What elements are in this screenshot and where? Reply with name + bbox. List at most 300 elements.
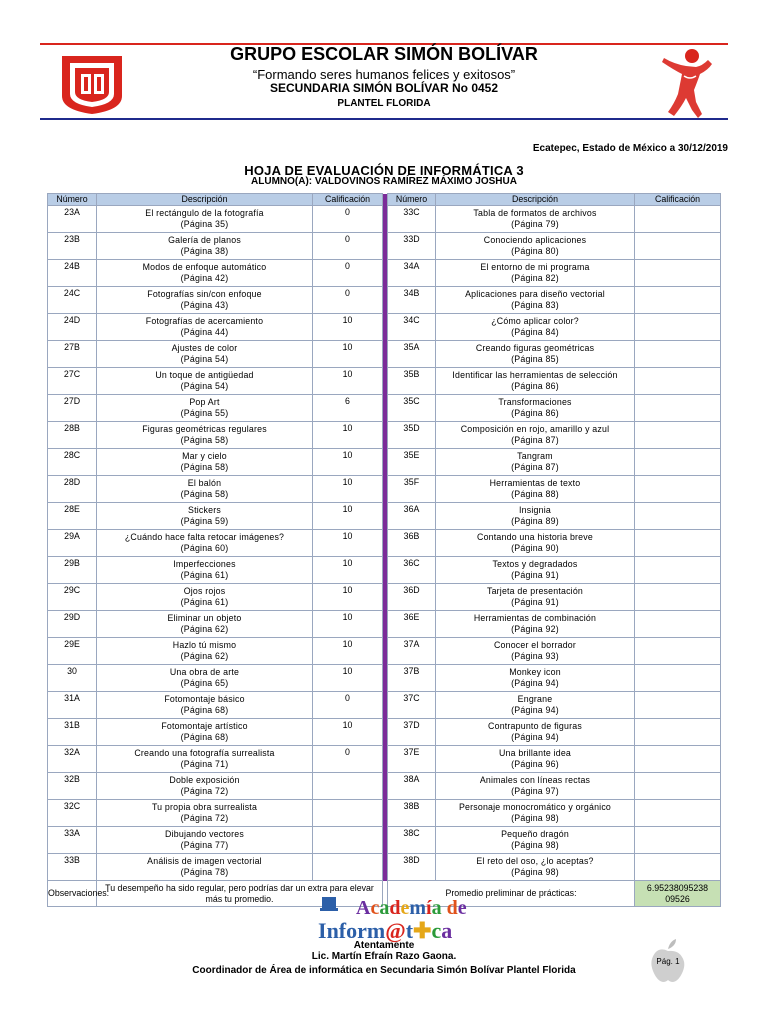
- cell-number-left: 24D: [48, 314, 97, 341]
- average-label: Promedio preliminar de prácticas:: [388, 881, 635, 907]
- cell-number-left: 28C: [48, 449, 97, 476]
- activity-page: (Página 98): [511, 867, 559, 877]
- activity-page: (Página 62): [180, 651, 229, 661]
- observations-text: Tu desempeño ha sido regular, pero podrías dar un extra para elevar más tu promedio.: [97, 881, 383, 907]
- cell-description-right: [436, 341, 635, 368]
- cell-grade-right: [635, 341, 721, 368]
- cell-number-left: 28D: [48, 476, 97, 503]
- activity-page: (Página 61): [180, 597, 229, 607]
- cell-number-right: 38A: [388, 773, 436, 800]
- activity-page: (Página 98): [511, 840, 559, 850]
- table-row: [48, 422, 721, 449]
- cell-number-right: 36C: [388, 557, 436, 584]
- activity-page: (Página 62): [180, 624, 229, 634]
- cell-grade-left: 0: [313, 206, 383, 233]
- cell-number-right: 37A: [388, 638, 436, 665]
- activity-title: Figuras geométricas regulares: [142, 424, 267, 434]
- table-row: [48, 233, 721, 260]
- activity-title: El balón: [187, 478, 222, 488]
- cell-grade-right: [635, 827, 721, 854]
- cell-number-left: 28B: [48, 422, 97, 449]
- cell-number-left: 29C: [48, 584, 97, 611]
- school-shield-logo: [57, 52, 127, 116]
- cell-description-left: [97, 800, 313, 827]
- cell-description-left: [97, 530, 313, 557]
- svg-text:Academía de: Academía de: [356, 897, 467, 919]
- cell-grade-left: 0: [313, 233, 383, 260]
- cell-description-right: [436, 638, 635, 665]
- activity-page: (Página 68): [180, 705, 229, 715]
- observations-label: Observaciones:: [48, 881, 97, 907]
- cell-grade-right: [635, 368, 721, 395]
- activity-page: (Página 54): [180, 354, 229, 364]
- cell-number-right: 35E: [388, 449, 436, 476]
- activity-page: (Página 55): [180, 408, 229, 418]
- cell-number-right: 35F: [388, 476, 436, 503]
- cell-number-left: 23B: [48, 233, 97, 260]
- activity-page: (Página 35): [180, 219, 229, 229]
- activity-page: (Página 72): [180, 786, 229, 796]
- cell-grade-right: [635, 665, 721, 692]
- activity-title: Mar y cielo: [182, 451, 227, 461]
- cell-description-left: [97, 719, 313, 746]
- activity-title: Hazlo tú mismo: [172, 640, 237, 650]
- cell-grade-right: [635, 800, 721, 827]
- activity-title: Análisis de imagen vectorial: [147, 856, 262, 866]
- table-row: [48, 395, 721, 422]
- cell-description-right: [436, 584, 635, 611]
- cell-description-left: [97, 314, 313, 341]
- table-row: [48, 827, 721, 854]
- cell-number-right: 38D: [388, 854, 436, 881]
- cell-number-left: 24B: [48, 260, 97, 287]
- activity-title: El reto del oso, ¿lo aceptas?: [476, 856, 594, 866]
- cell-description-right: [436, 314, 635, 341]
- cell-description-left: [97, 422, 313, 449]
- cell-description-right: [436, 476, 635, 503]
- cell-grade-right: [635, 476, 721, 503]
- academia-de-informatica-logo: [316, 893, 496, 941]
- activity-title: Un toque de antigüedad: [155, 370, 254, 380]
- cell-grade-left: 10: [313, 314, 383, 341]
- cell-number-left: 28E: [48, 503, 97, 530]
- cell-grade-left: [313, 854, 383, 881]
- cell-description-right: [436, 800, 635, 827]
- activity-page: (Página 60): [180, 543, 229, 553]
- cell-description-left: [97, 233, 313, 260]
- cell-grade-left: [313, 827, 383, 854]
- activity-title: Doble exposición: [169, 775, 240, 785]
- cell-grade-right: [635, 395, 721, 422]
- cell-grade-right: [635, 260, 721, 287]
- cell-description-left: [97, 692, 313, 719]
- activity-title: Insignia: [519, 505, 551, 515]
- header-bottom-rule: [40, 118, 728, 120]
- cell-description-right: [436, 395, 635, 422]
- activity-title: Creando una fotografía surrealista: [134, 748, 275, 758]
- cell-grade-right: [635, 854, 721, 881]
- cell-description-right: [436, 719, 635, 746]
- school-group-title: GRUPO ESCOLAR SIMÓN BOLÍVAR: [230, 44, 538, 64]
- cell-description-left: [97, 260, 313, 287]
- activity-page: (Página 98): [511, 813, 559, 823]
- cell-description-right: [436, 260, 635, 287]
- activity-page: (Página 54): [180, 381, 229, 391]
- cell-grade-right: [635, 557, 721, 584]
- cell-number-left: 29D: [48, 611, 97, 638]
- activity-page: (Página 65): [180, 678, 229, 688]
- cell-description-right: [436, 827, 635, 854]
- cell-number-right: 38C: [388, 827, 436, 854]
- cell-description-left: [97, 665, 313, 692]
- cell-number-left: 32A: [48, 746, 97, 773]
- cell-grade-right: [635, 746, 721, 773]
- cell-number-left: 33B: [48, 854, 97, 881]
- activity-page: (Página 44): [180, 327, 229, 337]
- cell-number-right: 34B: [388, 287, 436, 314]
- cell-grade-left: 10: [313, 584, 383, 611]
- activity-title: ¿Cuándo hace falta retocar imágenes?: [124, 532, 285, 542]
- table-row: [48, 611, 721, 638]
- activity-page: (Página 38): [180, 246, 229, 256]
- cell-description-left: [97, 503, 313, 530]
- table-row: [48, 692, 721, 719]
- header-number-left: Número: [48, 194, 97, 206]
- school-motto: “Formando seres humanos felices y exitosos”: [252, 67, 516, 82]
- activity-page: (Página 83): [511, 300, 559, 310]
- activity-title: Galería de planos: [168, 235, 241, 245]
- cell-number-right: 36D: [388, 584, 436, 611]
- activity-title: ¿Cómo aplicar color?: [491, 316, 579, 326]
- activity-title: El rectángulo de la fotografía: [145, 208, 264, 218]
- activity-title: Monkey icon: [509, 667, 561, 677]
- cell-description-left: [97, 746, 313, 773]
- activity-title: Ojos rojos: [183, 586, 226, 596]
- activity-title: Transformaciones: [498, 397, 572, 407]
- cell-description-right: [436, 557, 635, 584]
- cell-grade-right: [635, 422, 721, 449]
- cell-grade-left: 0: [313, 287, 383, 314]
- activity-title: Contrapunto de figuras: [488, 721, 582, 731]
- cell-grade-left: 10: [313, 665, 383, 692]
- cell-number-right: 38B: [388, 800, 436, 827]
- cell-description-left: [97, 773, 313, 800]
- school-name: SECUNDARIA SIMÓN BOLÍVAR No 0452: [269, 81, 499, 95]
- activity-page: (Página 58): [180, 435, 229, 445]
- cell-number-left: 29A: [48, 530, 97, 557]
- cell-description-right: [436, 611, 635, 638]
- activity-page: (Página 61): [180, 570, 229, 580]
- header-grade-left: Calificación: [313, 194, 383, 206]
- activity-title: Una brillante idea: [498, 748, 572, 758]
- cell-grade-left: 10: [313, 449, 383, 476]
- cell-number-left: 30: [48, 665, 97, 692]
- cell-number-left: 31A: [48, 692, 97, 719]
- activity-title: Pequeño dragón: [501, 829, 569, 839]
- cell-grade-right: [635, 503, 721, 530]
- activity-page: (Página 78): [180, 867, 229, 877]
- cell-description-right: [436, 206, 635, 233]
- activity-title: Ajustes de color: [171, 343, 238, 353]
- cell-grade-right: [635, 719, 721, 746]
- table-row: [48, 773, 721, 800]
- coordinator-title: Coordinador de Área de informática en Secundaria Simón Bolívar Plantel Florida: [192, 965, 576, 976]
- place-and-date: Ecatepec, Estado de México a 30/12/2019: [532, 143, 728, 154]
- cell-grade-right: [635, 638, 721, 665]
- cell-grade-right: [635, 692, 721, 719]
- activity-title: Fotomontaje artístico: [161, 721, 248, 731]
- activity-page: (Página 93): [511, 651, 559, 661]
- cell-grade-left: 10: [313, 719, 383, 746]
- cell-description-left: [97, 827, 313, 854]
- activity-page: (Página 94): [511, 705, 559, 715]
- cell-grade-left: 0: [313, 260, 383, 287]
- cell-grade-left: 6: [313, 395, 383, 422]
- activity-page: (Página 92): [511, 624, 559, 634]
- activity-page: (Página 88): [511, 489, 559, 499]
- cell-number-left: 32B: [48, 773, 97, 800]
- cell-number-left: 23A: [48, 206, 97, 233]
- activity-page: (Página 58): [180, 462, 229, 472]
- activity-title: Fotografías sin/con enfoque: [147, 289, 262, 299]
- human-figure-logo: [656, 46, 718, 120]
- activity-title: Identificar las herramientas de selección: [452, 370, 618, 380]
- table-row: [48, 503, 721, 530]
- cell-description-right: [436, 692, 635, 719]
- cell-description-right: [436, 503, 635, 530]
- header-number-right: Número: [388, 194, 436, 206]
- cell-grade-right: [635, 584, 721, 611]
- activity-page: (Página 82): [511, 273, 559, 283]
- activity-page: (Página 58): [180, 489, 229, 499]
- cell-grade-left: 10: [313, 530, 383, 557]
- activity-page: (Página 91): [511, 570, 559, 580]
- cell-number-left: 27D: [48, 395, 97, 422]
- svg-text:Inform@t✚ca: Inform@t✚ca: [318, 918, 453, 943]
- cell-grade-right: [635, 287, 721, 314]
- cell-grade-left: 10: [313, 368, 383, 395]
- cell-grade-right: [635, 530, 721, 557]
- activity-title: Imperfecciones: [173, 559, 236, 569]
- cell-grade-left: [313, 773, 383, 800]
- activity-title: Animales con líneas rectas: [479, 775, 591, 785]
- table-row: [48, 476, 721, 503]
- activity-title: Tu propia obra surrealista: [151, 802, 258, 812]
- table-row: [48, 206, 721, 233]
- cell-number-left: 33A: [48, 827, 97, 854]
- header-description-left: Descripción: [97, 194, 313, 206]
- signer-name: Lic. Martín Efraín Razo Gaona.: [311, 951, 457, 962]
- cell-description-right: [436, 449, 635, 476]
- activity-title: Conocer el borrador: [493, 640, 577, 650]
- cell-grade-left: 10: [313, 503, 383, 530]
- activity-title: Composición en rojo, amarillo y azul: [460, 424, 610, 434]
- table-header-row: [48, 194, 721, 206]
- activity-title: Fotografías de acercamiento: [145, 316, 264, 326]
- cell-grade-left: 0: [313, 692, 383, 719]
- activity-page: (Página 43): [180, 300, 229, 310]
- cell-description-right: [436, 854, 635, 881]
- activity-page: (Página 91): [511, 597, 559, 607]
- grades-table: [47, 193, 721, 907]
- cell-grade-left: 10: [313, 476, 383, 503]
- cell-grade-right: [635, 206, 721, 233]
- activity-page: (Página 96): [511, 759, 559, 769]
- cell-grade-left: 10: [313, 557, 383, 584]
- activity-page: (Página 85): [511, 354, 559, 364]
- activity-title: Contando una historia breve: [477, 532, 593, 542]
- cell-number-right: 36E: [388, 611, 436, 638]
- activity-title: Herramientas de combinación: [473, 613, 597, 623]
- activity-title: Tabla de formatos de archivos: [473, 208, 597, 218]
- cell-grade-left: 0: [313, 746, 383, 773]
- cell-description-left: [97, 368, 313, 395]
- cell-description-right: [436, 665, 635, 692]
- activity-title: Personaje monocromático y orgánico: [458, 802, 612, 812]
- cell-number-left: 32C: [48, 800, 97, 827]
- cell-grade-left: 10: [313, 422, 383, 449]
- cell-description-left: [97, 584, 313, 611]
- activity-title: Stickers: [188, 505, 221, 515]
- table-row: [48, 557, 721, 584]
- activity-page: (Página 87): [511, 435, 559, 445]
- cell-description-left: [97, 395, 313, 422]
- activity-title: Fotomontaje básico: [164, 694, 245, 704]
- cell-description-right: [436, 530, 635, 557]
- table-row: [48, 287, 721, 314]
- page-number: Pág. 1: [656, 957, 680, 966]
- cell-grade-right: [635, 773, 721, 800]
- cell-number-right: 36B: [388, 530, 436, 557]
- table-row: [48, 800, 721, 827]
- cell-grade-right: [635, 314, 721, 341]
- cell-number-left: 31B: [48, 719, 97, 746]
- cell-grade-right: [635, 449, 721, 476]
- header-grade-right: Calificación: [635, 194, 721, 206]
- table-row: [48, 314, 721, 341]
- cell-number-left: 24C: [48, 287, 97, 314]
- cell-number-right: 36A: [388, 503, 436, 530]
- average-value: 6.95238095238 09526: [635, 881, 721, 907]
- activity-title: Una obra de arte: [169, 667, 240, 677]
- activity-page: (Página 42): [180, 273, 229, 283]
- activity-title: Engrane: [517, 694, 553, 704]
- activity-page: (Página 84): [511, 327, 559, 337]
- header-description-right: Descripción: [436, 194, 635, 206]
- activity-title: Textos y degradados: [492, 559, 578, 569]
- cell-number-left: 27B: [48, 341, 97, 368]
- activity-page: (Página 59): [180, 516, 229, 526]
- cell-description-left: [97, 341, 313, 368]
- activity-title: Creando figuras geométricas: [475, 343, 595, 353]
- activity-title: Herramientas de texto: [489, 478, 581, 488]
- activity-title: Eliminar un objeto: [167, 613, 242, 623]
- activity-title: Dibujando vectores: [165, 829, 244, 839]
- activity-page: (Página 86): [511, 381, 559, 391]
- table-row: [48, 530, 721, 557]
- cell-grade-left: 10: [313, 638, 383, 665]
- activity-title: Tangram: [517, 451, 553, 461]
- cell-number-left: 29E: [48, 638, 97, 665]
- cell-number-right: 37C: [388, 692, 436, 719]
- table-row: [48, 719, 721, 746]
- activity-title: Modos de enfoque automático: [142, 262, 267, 272]
- table-row: [48, 449, 721, 476]
- cell-number-right: 33C: [388, 206, 436, 233]
- cell-number-right: 35B: [388, 368, 436, 395]
- cell-grade-right: [635, 611, 721, 638]
- activity-page: (Página 80): [511, 246, 559, 256]
- activity-title: Aplicaciones para diseño vectorial: [465, 289, 605, 299]
- table-row: [48, 638, 721, 665]
- cell-number-right: 37D: [388, 719, 436, 746]
- activity-page: (Página 87): [511, 462, 559, 472]
- activity-page: (Página 94): [511, 732, 559, 742]
- activity-page: (Página 77): [180, 840, 229, 850]
- cell-number-right: 37E: [388, 746, 436, 773]
- cell-description-right: [436, 233, 635, 260]
- cell-number-right: 35A: [388, 341, 436, 368]
- cell-description-left: [97, 287, 313, 314]
- activity-page: (Página 89): [511, 516, 559, 526]
- activity-page: (Página 90): [511, 543, 559, 553]
- closing-atentamente: Atentamente: [353, 940, 415, 951]
- cell-grade-left: 10: [313, 611, 383, 638]
- activity-page: (Página 79): [511, 219, 559, 229]
- evaluation-sheet-title: HOJA DE EVALUACIÓN DE INFORMÁTICA 3: [244, 163, 524, 178]
- cell-description-right: [436, 422, 635, 449]
- cell-number-left: 29B: [48, 557, 97, 584]
- cell-description-left: [97, 557, 313, 584]
- cell-grade-right: [635, 233, 721, 260]
- activity-title: El entorno de mi programa: [480, 262, 590, 272]
- activity-page: (Página 97): [511, 786, 559, 796]
- table-row: [48, 341, 721, 368]
- cell-description-left: [97, 206, 313, 233]
- table-row: [48, 584, 721, 611]
- cell-number-right: 35D: [388, 422, 436, 449]
- cell-number-right: 34C: [388, 314, 436, 341]
- table-row: [48, 368, 721, 395]
- cell-number-left: 27C: [48, 368, 97, 395]
- table-row: [48, 260, 721, 287]
- table-row: [48, 665, 721, 692]
- cell-description-right: [436, 287, 635, 314]
- activity-title: Conociendo aplicaciones: [483, 235, 587, 245]
- cell-description-right: [436, 746, 635, 773]
- cell-description-left: [97, 854, 313, 881]
- activity-page: (Página 72): [180, 813, 229, 823]
- activity-page: (Página 68): [180, 732, 229, 742]
- activity-title: Pop Art: [189, 397, 220, 407]
- cell-number-right: 34A: [388, 260, 436, 287]
- activity-page: (Página 94): [511, 678, 559, 688]
- table-row: [48, 746, 721, 773]
- cell-number-right: 37B: [388, 665, 436, 692]
- cell-description-right: [436, 368, 635, 395]
- activity-title: Tarjeta de presentación: [486, 586, 584, 596]
- cell-grade-left: [313, 800, 383, 827]
- cell-number-right: 35C: [388, 395, 436, 422]
- cell-description-left: [97, 638, 313, 665]
- cell-number-right: 33D: [388, 233, 436, 260]
- cell-description-left: [97, 476, 313, 503]
- student-name: ALUMNO(A): VALDOVINOS RAMÍREZ MÁXIMO JOSHUA: [251, 176, 517, 187]
- plantel-name: PLANTEL FLORIDA: [337, 98, 431, 109]
- table-row: [48, 854, 721, 881]
- activity-page: (Página 71): [180, 759, 229, 769]
- cell-description-left: [97, 611, 313, 638]
